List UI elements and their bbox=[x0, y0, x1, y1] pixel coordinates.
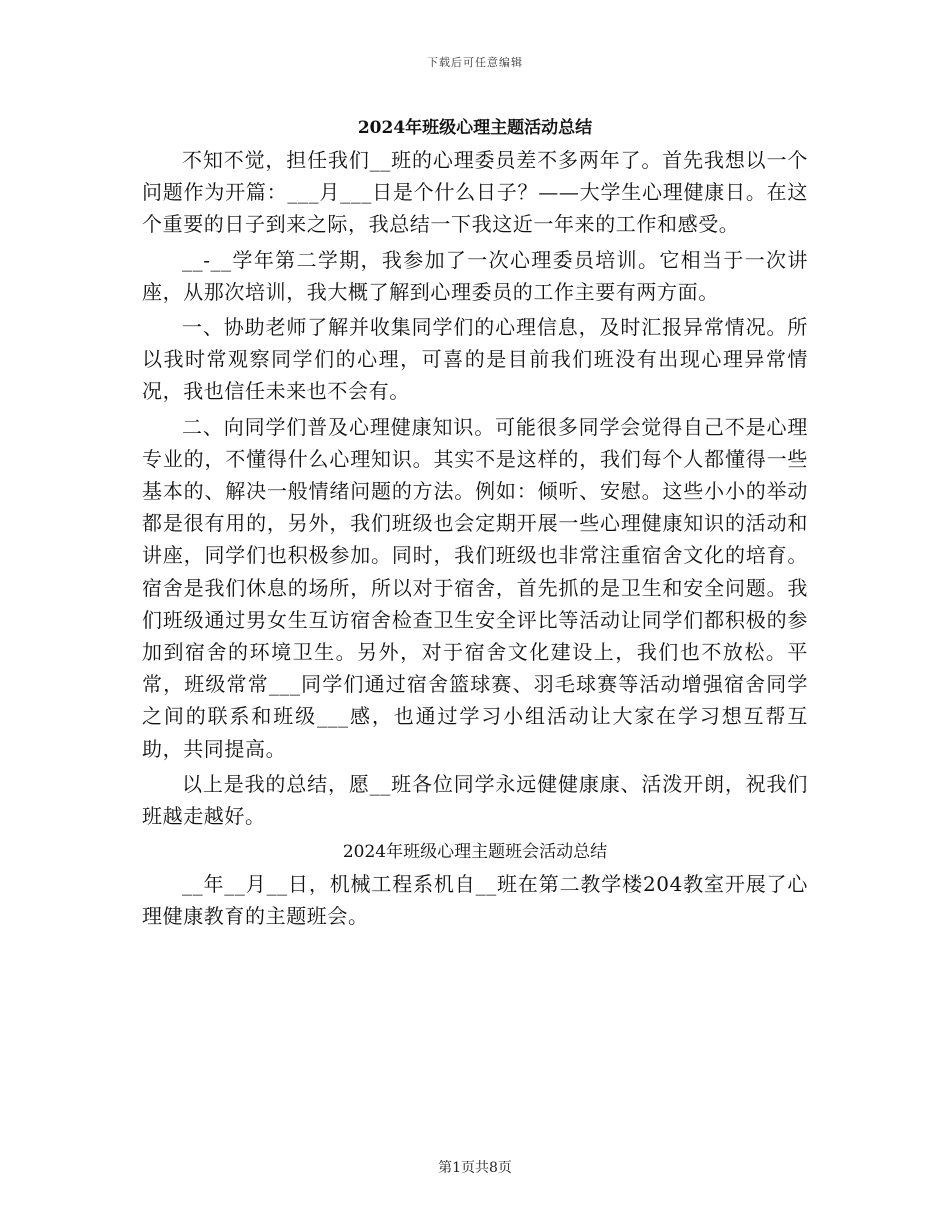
paragraph-intro: 不知不觉，担任我们__班的心理委员差不多两年了。首先我想以一个问题作为开篇：___月___日是个什么日子？——大学生心理健康日。在这个重要的日子到来之际，我总结一下我这近一年来的工作和感受。 bbox=[142, 148, 808, 237]
paragraph-training: __-__学年第二学期，我参加了一次心理委员培训。它相当于一次讲座，从那次培训，我大概了解到心理委员的工作主要有两方面。 bbox=[142, 247, 808, 304]
section-title: 2024年班级心理主题班会活动总结 bbox=[342, 842, 608, 863]
document-title: 2024年班级心理主题活动总结 bbox=[357, 118, 593, 138]
page-header-note: 下载后可任意编辑 bbox=[427, 56, 523, 69]
page-number: 第1页共8页 bbox=[438, 1160, 512, 1176]
paragraph-point-one: 一、协助老师了解并收集同学们的心理信息，及时汇报异常情况。所以我时常观察同学们的心理，可喜的是目前我们班没有出现心理异常情况，我也信任未来也不会有。 bbox=[142, 315, 808, 404]
paragraph-section2-intro: __年__月__日，机械工程系机自__班在第二教学楼204教室开展了心理健康教育的主题班会。 bbox=[142, 872, 808, 929]
paragraph-conclusion: 以上是我的总结，愿__班各位同学永远健健康康、活泼开朗，祝我们班越走越好。 bbox=[142, 771, 808, 829]
paragraph-point-two: 二、向同学们普及心理健康知识。可能很多同学会觉得自己不是心理专业的，不懂得什么心理知识。其实不是这样的，我们每个人都懂得一些基本的、解决一般情绪问题的方法。例如：倾听、安慰。这些小小的举动都是很有用的，另外，我们班级也会定期开展一些心理健康知识的活动和讲座，同学们也积极参加。同时，我们班级也非常注重宿舍文化的培育。宿舍是我们休息的场所，所以对于宿舍，首先抓的是卫生和安全问题。我们班级通过男女生互访宿舍检查卫生安全评比等活动让同学们都积极的参加到宿舍的环境卫生。另外，对于宿舍文化建设上，我们也不放松。平常，班级常常___同学们通过宿舍篮球赛、羽毛球赛等活动增强宿舍同学之间的联系和班级___感，也通过学习小组活动让大家在学习想互帮互助，共同提高。 bbox=[142, 414, 808, 761]
document-body bbox=[142, 112, 808, 933]
